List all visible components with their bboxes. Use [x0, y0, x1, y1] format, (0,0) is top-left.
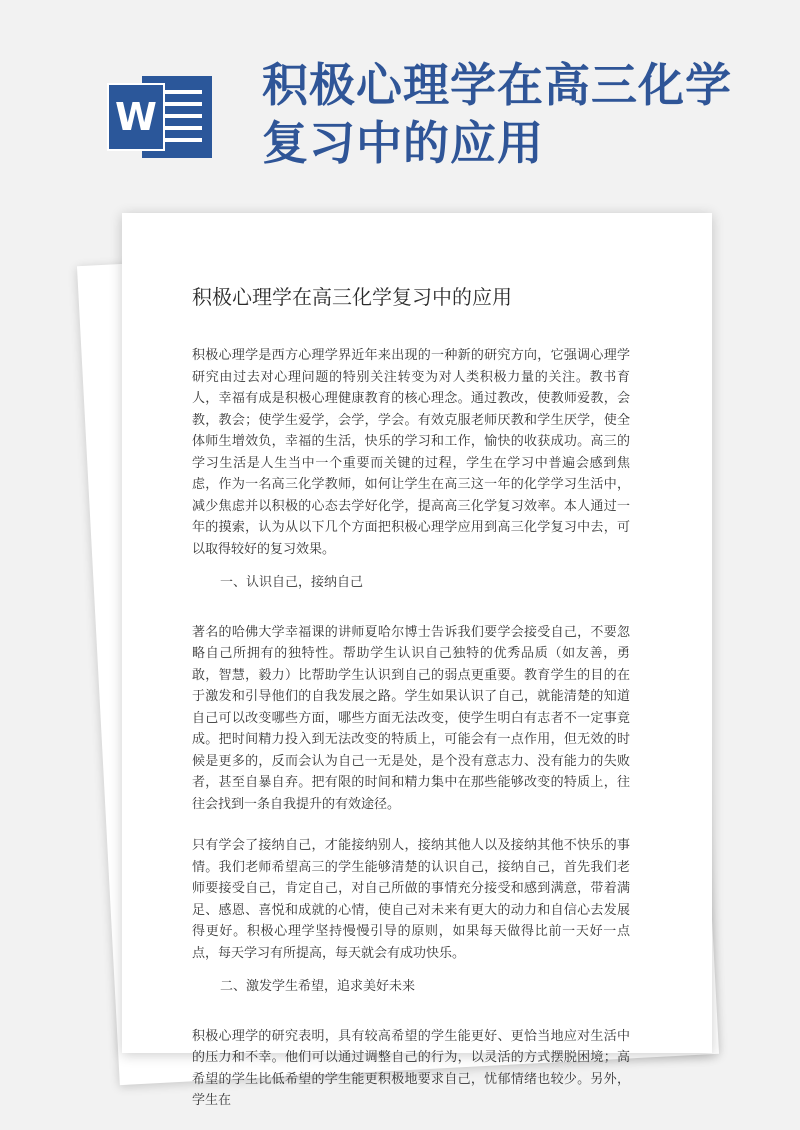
word-document-icon — [108, 70, 218, 164]
paragraph-section2-a: 积极心理学的研究表明，具有较高希望的学生能更好、更恰当地应对生活中的压力和不幸。他们可以通过调整自己的行为，以灵活的方式摆脱困境；高希望的学生比低希望的学生能更积极地要求自己，忧郁情绪也较少。另外，学生在 — [192, 1028, 630, 1108]
banner-title — [262, 56, 762, 172]
banner-title-line-2: 复习中的应用 — [262, 116, 544, 170]
banner-title-line-1: 积极心理学在高三化学 — [262, 58, 732, 112]
document-title: 积极心理学在高三化学复习中的应用 — [192, 285, 512, 309]
section-heading-1: 一、认识自己，接纳自己 — [220, 575, 364, 590]
paragraph-intro: 积极心理学是西方心理学界近年来出现的一种新的研究方向，它强调心理学研究由过去对心理问题的特别关注转变为对人类积极力量的关注。教书育人，幸福有成是积极心理健康教育的核心理念。通过教改，使教师爱教，会教，教会；使学生爱学，会学，学会。有效克服老师厌教和学生厌学，使全体师生增效负，幸福的生活，快乐的学习和工作，愉快的收获成功。高三的学习生活是人生当中一个重要而关键的过程，学生在学习中普遍会感到焦虑，作为一名高三化学教师，如何让学生在高三这一年的化学学习生活中，减少焦虑并以积极的心态去学好化学，提高高三化学复习效率。本人通过一年的摸索，认为从以下几个方面把积极心理学应用到高三化学复习中去，可以取得较好的复习效果。 — [192, 348, 630, 557]
document-body — [192, 345, 630, 1112]
word-icon-letter: W — [115, 95, 157, 139]
header — [0, 0, 800, 200]
paragraph-section1-a: 著名的哈佛大学幸福课的讲师夏哈尔博士告诉我们要学会接受自己，不要忽略自己所拥有的独特性。帮助学生认识自己独特的优秀品质（如友善，勇敢，智慧，毅力）比帮助学生认识到自己的弱点更重要。教育学生的目的在于激发和引导他们的自我发展之路。学生如果认识了自己，就能清楚的知道自己可以改变哪些方面，哪些方面无法改变，使学生明白有志者不一定事竟成。把时间精力投入到无法改变的特质上，可能会有一点作用，但无效的时候是更多的，反而会认为自己一无是处，是个没有意志力、没有能力的失败者，甚至自暴自弃。把有限的时间和精力集中在那些能够改变的特质上，往往会找到一条自我提升的有效途径。 — [192, 624, 630, 812]
section-heading-2: 二、激发学生希望，追求美好未来 — [220, 979, 416, 994]
paragraph-section1-b: 只有学会了接纳自己，才能接纳别人，接纳其他人以及接纳其他不快乐的事情。我们老师希望高三的学生能够清楚的认识自己，接纳自己，首先我们老师要接受自己，肯定自己，对自己所做的事情充分接受和感到满意，带着满足、感恩、喜悦和成就的心情，使自己对未来有更大的动力和自信心去发展得更好。积极心理学坚持慢慢引导的原则，如果每天做得比前一天好一点点，每天学习有所提高，每天就会有成功快乐。 — [192, 838, 630, 961]
document-page[interactable] — [122, 213, 712, 1108]
